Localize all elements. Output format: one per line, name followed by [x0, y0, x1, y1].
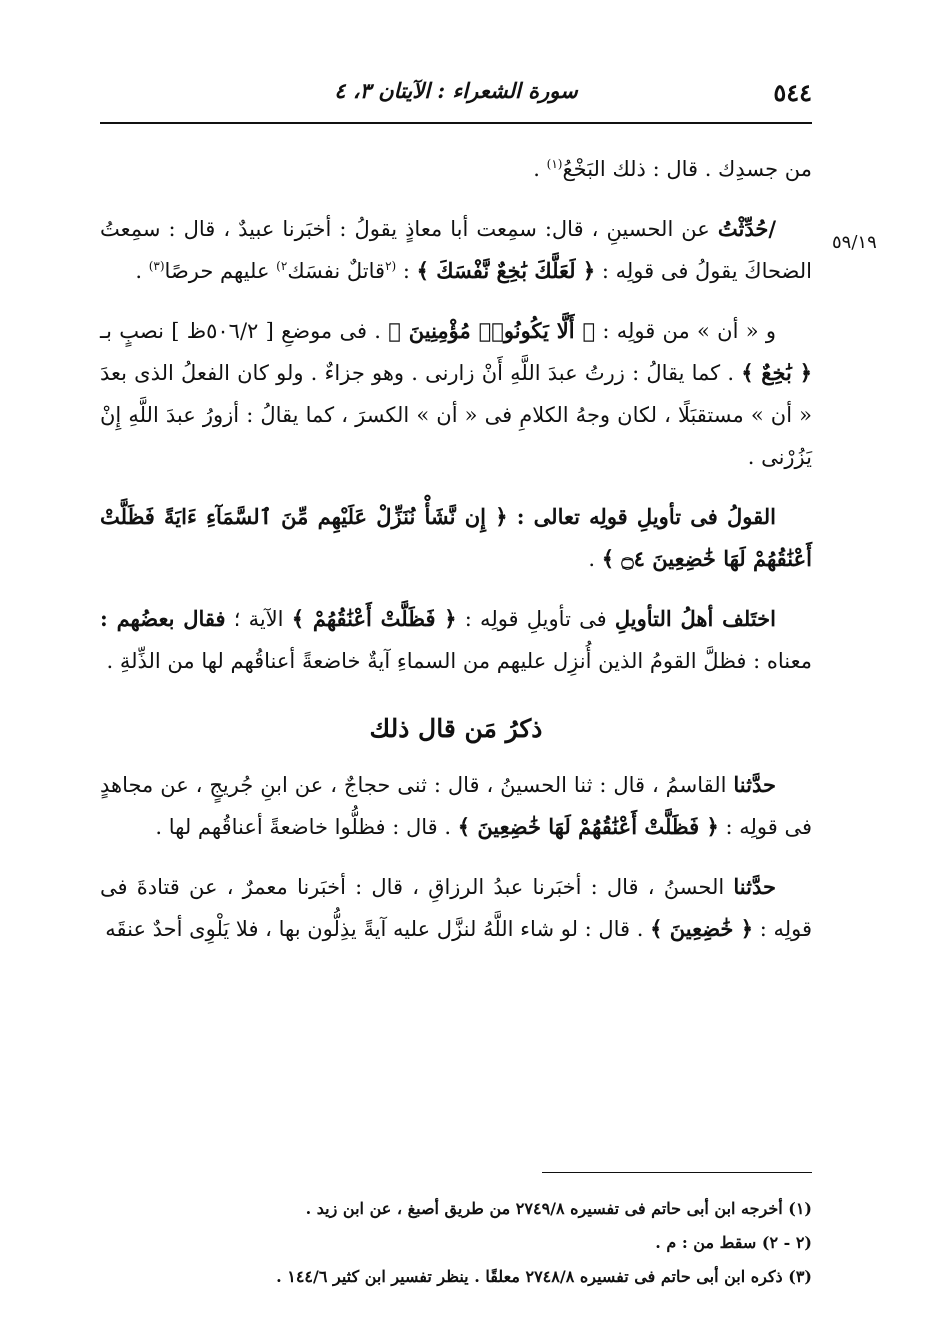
- hadith-lead: حدَّثنا: [733, 874, 776, 899]
- paragraph-2: [100, 208, 812, 292]
- text-run: .: [533, 157, 547, 181]
- quran-quote: ﴿ خَٰضِعِينَ ﴾: [650, 916, 754, 941]
- paragraph-1: [100, 148, 812, 190]
- text-run: القاسمُ ، قال : ثنا الحسينُ ، قال : ثنى حجاجٌ ، عن ابنِ جُريجٍ ، عن مجاهدٍ فى قولِه :: [100, 773, 812, 839]
- text-run: قاتلٌ نفسَك: [287, 259, 386, 283]
- header-rule: [100, 122, 812, 124]
- quran-quote: ﴿ فَظَلَّتْ أَعْنَٰقُهُمْ ﴾: [291, 606, 457, 631]
- paragraph-7: [100, 866, 812, 950]
- main-text: [100, 148, 812, 950]
- hadith-lead: /حُدِّثْتُ: [717, 216, 776, 241]
- text-run: معناه : فظلَّ القومُ الذين أُنزِل عليهم من السماءِ آيةٌ خاضعةً أعناقُهم لها من الذِّلةِ .: [106, 649, 812, 673]
- text-run: .: [135, 259, 149, 283]
- footnotes: [100, 1192, 812, 1294]
- section-lead: اختَلف أهلُ التأويلِ: [614, 606, 776, 631]
- text-run: عليهم حرصًا: [164, 259, 277, 283]
- running-title: سورة الشعراء : الآيتان ٣، ٤: [334, 78, 578, 103]
- margin-reference: ٥٩/١٩: [832, 232, 877, 253]
- page-number: ٥٤٤: [773, 78, 812, 107]
- paragraph-3: [100, 310, 812, 478]
- footnote-mark: (٢: [385, 259, 397, 273]
- footnote-mark: ٢): [276, 259, 288, 273]
- quran-quote: ﴿ أَلَّا يَكُونُوا۟ مُؤْمِنِينَ ﴾: [388, 318, 596, 343]
- text-run: . قال : لو شاء اللَّهُ لنزَّل عليه آيةً يذِلُّون بها ، فلا يَلْوِى أحدٌ عنقَه: [105, 917, 651, 941]
- text-run: :: [396, 259, 417, 283]
- text-run: فى تأويلِ قولِه :: [456, 607, 615, 631]
- section-heading: ذكرُ مَن قال ذلك: [369, 714, 543, 743]
- section-lead: القولُ فى تأويلِ قولِه تعالى :: [507, 504, 776, 529]
- paragraph-5: [100, 598, 812, 682]
- text-run: من جسدِك . قال : ذلك البَخْعُ: [562, 157, 812, 181]
- text-run: عن الحسينِ ، قال: سمِعت أبا معاذٍ يقولُ : أخبَرنا عبيدٌ ، قال : سمِعتُ الضحاكَ يقولُ فى قولِه :: [100, 217, 812, 283]
- footnote-rule: [542, 1172, 812, 1173]
- text-run: الحسنُ ، قال : أخبَرنا عبدُ الرزاقِ ، قال : أخبَرنا معمرٌ ، عن قتادةَ فى قولِه :: [100, 875, 812, 941]
- text-run: الآية ؛: [225, 607, 292, 631]
- quran-quote: ﴿ فَظَلَّتْ أَعْنَٰقُهُمْ لَهَا خَٰضِعِينَ ﴾: [457, 814, 719, 839]
- page-header: [100, 70, 812, 120]
- text-run: . فى موضعِ [ ٥٠٦/٢ظ ] نصبٍ بـ: [100, 319, 389, 343]
- text-run: . كما يقالُ : زرتُ عبدَ اللَّهِ أَنْ زارنى . وهو جزاءٌ . ولو كان الفعلُ الذى بعدَ « أن » مستقبَلًا ، لكان وجهُ الكلامِ فى « أن » الكسرَ ، كما يقالُ : أزورُ عبدَ اللَّهِ إِنْ يَزُرْنى .: [100, 361, 812, 469]
- text-run: .: [588, 547, 602, 571]
- quran-quote: ﴿ بَٰخِعٌ ﴾: [741, 360, 812, 385]
- quran-quote: ﴿ لَعَلَّكَ بَٰخِعٌ نَّفْسَكَ ﴾: [416, 258, 596, 283]
- footnote-3: (٣) ذكره ابن أبى حاتم فى تفسيره ٢٧٤٨/٨ معلقًا . ينظر تفسير ابن كثير ١٤٤/٦ .: [276, 1267, 812, 1286]
- text-run: . قال : فظلُّوا خاضعةً أعناقُهم لها .: [155, 815, 458, 839]
- hadith-lead: حدَّثنا: [733, 772, 776, 797]
- paragraph-6: [100, 764, 812, 848]
- footnote-mark: (١): [546, 157, 563, 171]
- bold-phrase: فقال بعضُهم :: [100, 606, 226, 631]
- footnote-2: (٢ - ٢) سقط من : م .: [655, 1233, 812, 1252]
- footnote-mark: (٣): [148, 259, 165, 273]
- text-run: و « أن » من قولِه :: [595, 319, 776, 343]
- footnote-1: (١) أخرجه ابن أبى حاتم فى تفسيره ٢٧٤٩/٨ من طريق أصبغ ، عن ابن زيد .: [305, 1199, 812, 1218]
- paragraph-4: [100, 496, 812, 580]
- quran-quote: ﴿ إِن نَّشَأْ نُنَزِّلْ عَلَيْهِم مِّنَ ٱلسَّمَآءِ ءَايَةً فَظَلَّتْ أَعْنَٰقُهُمْ لَهَا خَٰضِعِينَ ۝٤ ﴾: [100, 504, 812, 571]
